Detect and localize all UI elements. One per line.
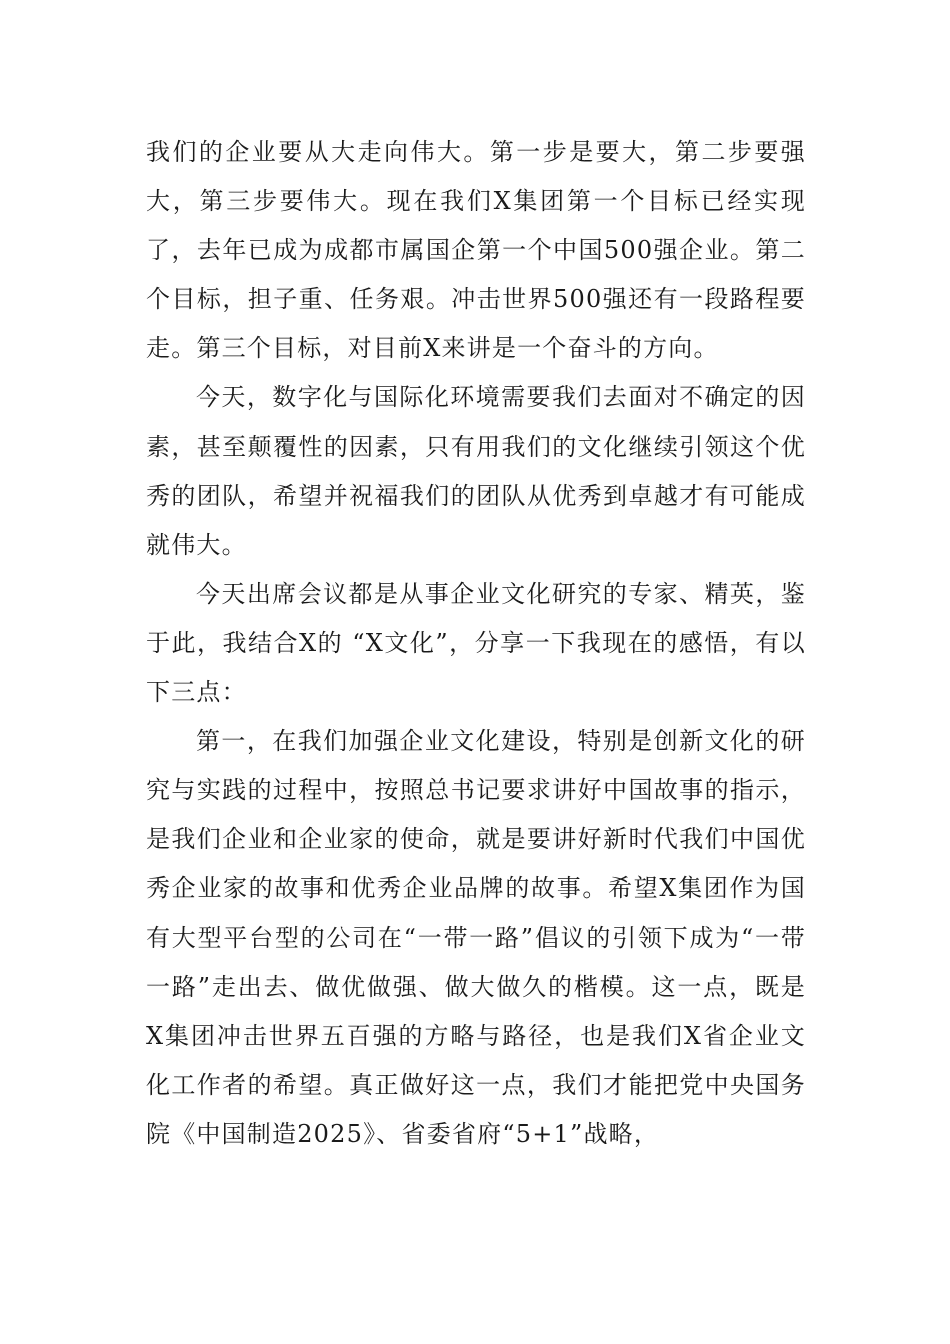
paragraph-4: 第一，在我们加强企业文化建设，特别是创新文化的研究与实践的过程中，按照总书记要求讲好中国故事的指示，是我们企业和企业家的使命，就是要讲好新时代我们中国优秀企业家的故事和优秀企业品牌的故事。希望X集团作为国有大型平台型的公司在“一带一路”倡议的引领下成为“一带一路”走出去、做优做强、做大做久的楷模。这一点，既是X集团冲击世界五百强的方略与路径，也是我们X省企业文化工作者的希望。真正做好这一点，我们才能把党中央国务院《中国制造2025》、省委省府“5+1”战略，	[146, 727, 806, 1148]
paragraph-2: 今天，数字化与国际化环境需要我们去面对不确定的因素，甚至颠覆性的因素，只有用我们的文化继续引领这个优秀的团队，希望并祝福我们的团队从优秀到卓越才有可能成就伟大。	[146, 383, 806, 559]
paragraph-3: 今天出席会议都是从事企业文化研究的专家、精英，鉴于此，我结合X的 “X文化”，分享一下我现在的感悟，有以下三点：	[146, 579, 806, 707]
paragraph-1: 我们的企业要从大走向伟大。第一步是要大，第二步要强大，第三步要伟大。现在我们X集团第一个目标已经实现了，去年已成为成都市属国企第一个中国500强企业。第二个目标，担子重、任务艰。冲击世界500强还有一段路程要走。第三个目标，对目前X来讲是一个奋斗的方向。	[146, 138, 806, 363]
document-body	[146, 128, 806, 1159]
